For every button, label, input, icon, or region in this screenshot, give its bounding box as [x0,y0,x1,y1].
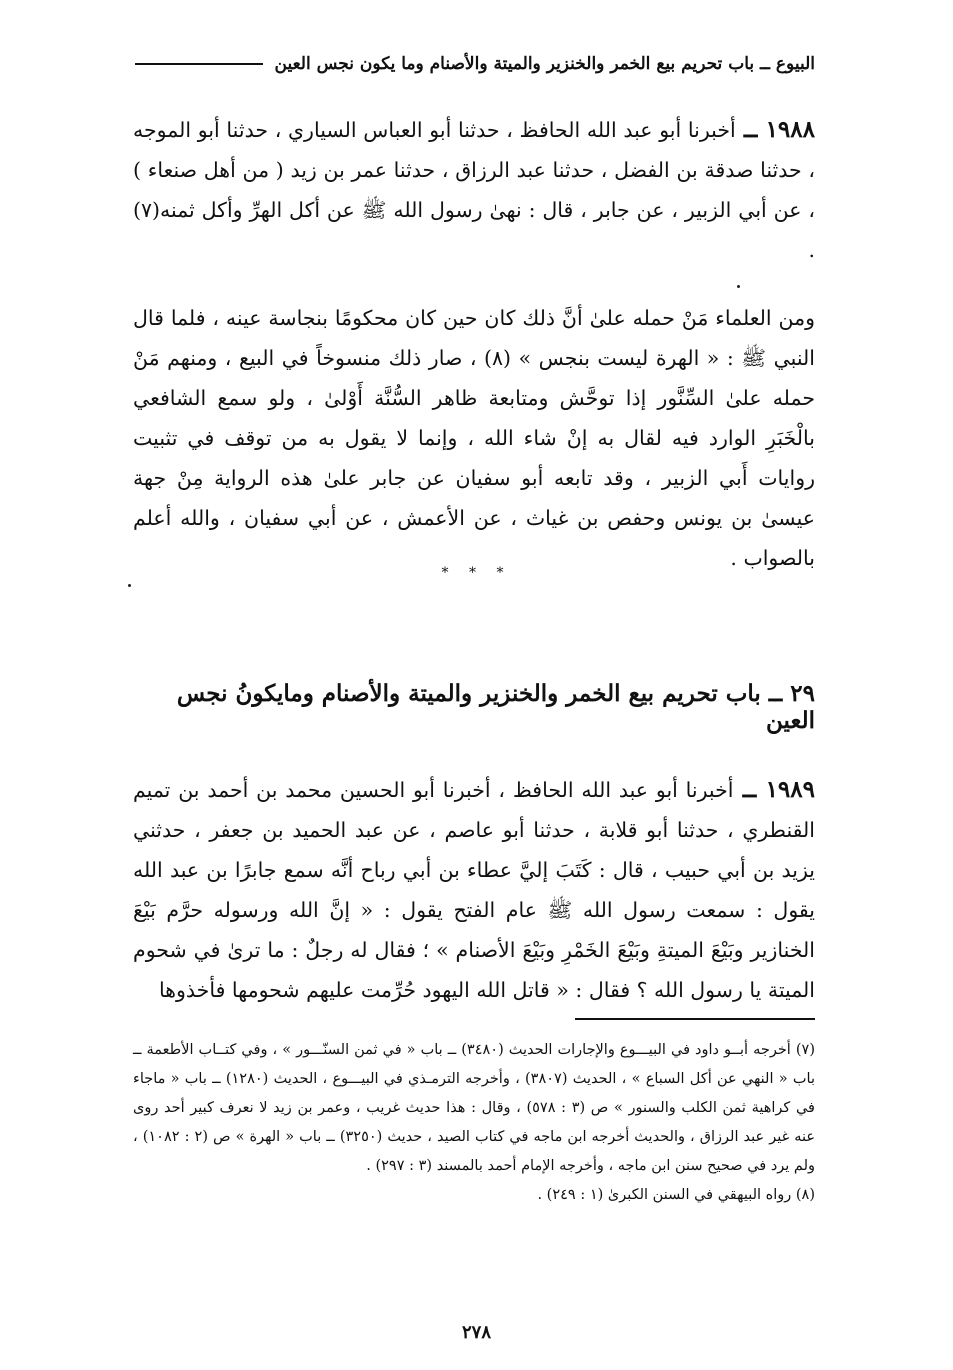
stray-dot [128,584,131,587]
hadith-1988 [133,110,815,270]
chapter-title: ٢٩ ــ باب تحريم بيع الخمر والخنزير والميتة والأصنام ومايكونُ نجس العين [176,680,815,734]
footnotes [133,1036,815,1210]
section-separator: * * * [441,565,512,581]
running-title: البيوع ــ باب تحريم بيع الخمر والخنزير والميتة والأصنام وما يكون نجس العين [274,54,815,74]
footnote-8: (٨) رواه البيهقي في السنن الكبرىٰ (١ : ٢٤٩) . [537,1187,815,1203]
footnote-rule [575,1018,815,1020]
hadith-number: ١٩٨٨ [765,116,815,143]
page-number: ٢٧٨ [461,1322,491,1343]
hadith-text: أخبرنا أبو عبد الله الحافظ ، حدثنا أبو العباس السياري ، حدثنا أبو الموجه ، حدثنا صدقة بن الفضل ، حدثنا عبد الرزاق ، حدثنا عمر بن زيد ( من أهل صنعاء ) ، عن أبي الزبير ، عن جابر ، قال : نهىٰ رسول الله ﷺ عن أكل الهرِّ وأكل ثمنه(٧) . [133,118,815,262]
stray-dot [737,285,740,288]
commentary-text: ومن العلماء مَنْ حمله علىٰ أنَّ ذلك كان حين كان محكومًا بنجاسة عينه ، فلما قال النبي ﷺ : « الهرة ليست بنجس » (٨) ، صار ذلك منسوخاً في البيع ، ومنهم مَنْ حمله علىٰ السِّنَّور إذا توحَّش ومتابعة ظاهر السُّنَّة أَوْلىٰ ، ولو سمع الشافعي بالْخَبَرِ الوارد فيه لقال به إنْ شاء الله ، وإنما لا يقول به من توقف في تثبيت روايات أَبي الزبير ، وقد تابعه أبو سفيان عن جابر علىٰ هذه الرواية مِنْ جهة عيسىٰ بن يونس وحفص بن غياث ، عن الأعمش ، عن أبي سفيان ، والله أعلم بالصواب . [133,306,815,570]
hadith-1989 [133,770,815,1010]
header-rule [135,63,263,65]
hadith-text: أخبرنا أبو عبد الله الحافظ ، أخبرنا أبو الحسين محمد بن أحمد بن تميم القنطري ، حدثنا أبو قلابة ، حدثنا أبو عاصم ، عن عبد الحميد بن جعفر ، حدثني يزيد بن أبي حبيب ، قال : كَتَبَ إليَّ عطاء بن أبي رباح أنَّه سمع جابرًا بن عبد الله يقول : سمعت رسول الله ﷺ عام الفتح يقول : « إنَّ الله ورسوله حرَّم بَيْعَ الخنازير وبَيْعَ الميتةِ وبَيْعَ الخَمْرِ وبَيْعَ الأصنام » ؛ فقال له رجلٌ : ما ترىٰ في شحوم الميتة يا رسول الله ؟ فقال : « قاتل الله اليهود حُرِّمت عليهم شحومها فأخذوها [133,778,815,1002]
hadith-dash: ــ [735,116,766,143]
hadith-number: ١٩٨٩ [765,776,815,803]
commentary-paragraph [133,298,815,578]
hadith-dash: ــ [733,776,766,803]
footnote-7: (٧) أخرجه أبــو داود في البيـــوع والإجارات الحديث (٣٤٨٠) ــ باب « في ثمن السنّـــور » ، وفي كتــاب الأطعمة ــ باب « النهي عن أكل السباع » ، الحديث (٣٨٠٧) ، وأخرجه الترمـذي في البيـــوع ، الحديث (١٢٨٠) ــ باب « ماجاء في كراهية ثمن الكلب والسنور » ص (٣ : ٥٧٨) ، وقال : هذا حديث غريب ، وعمر بن زيد لا نعرف كبير أحد روى عنه غير عبد الرزاق ، والحديث أخرجه ابن ماجه في كتاب الصيد ، حديث (٣٢٥٠) ــ باب « الهرة » ص (٢ : ١٠٨٢) ، ولم يرد في صحيح سنن ابن ماجه ، وأخرجه الإمام أحمد بالمسند (٣ : ٢٩٧) . [133,1042,816,1174]
running-header [135,54,815,74]
